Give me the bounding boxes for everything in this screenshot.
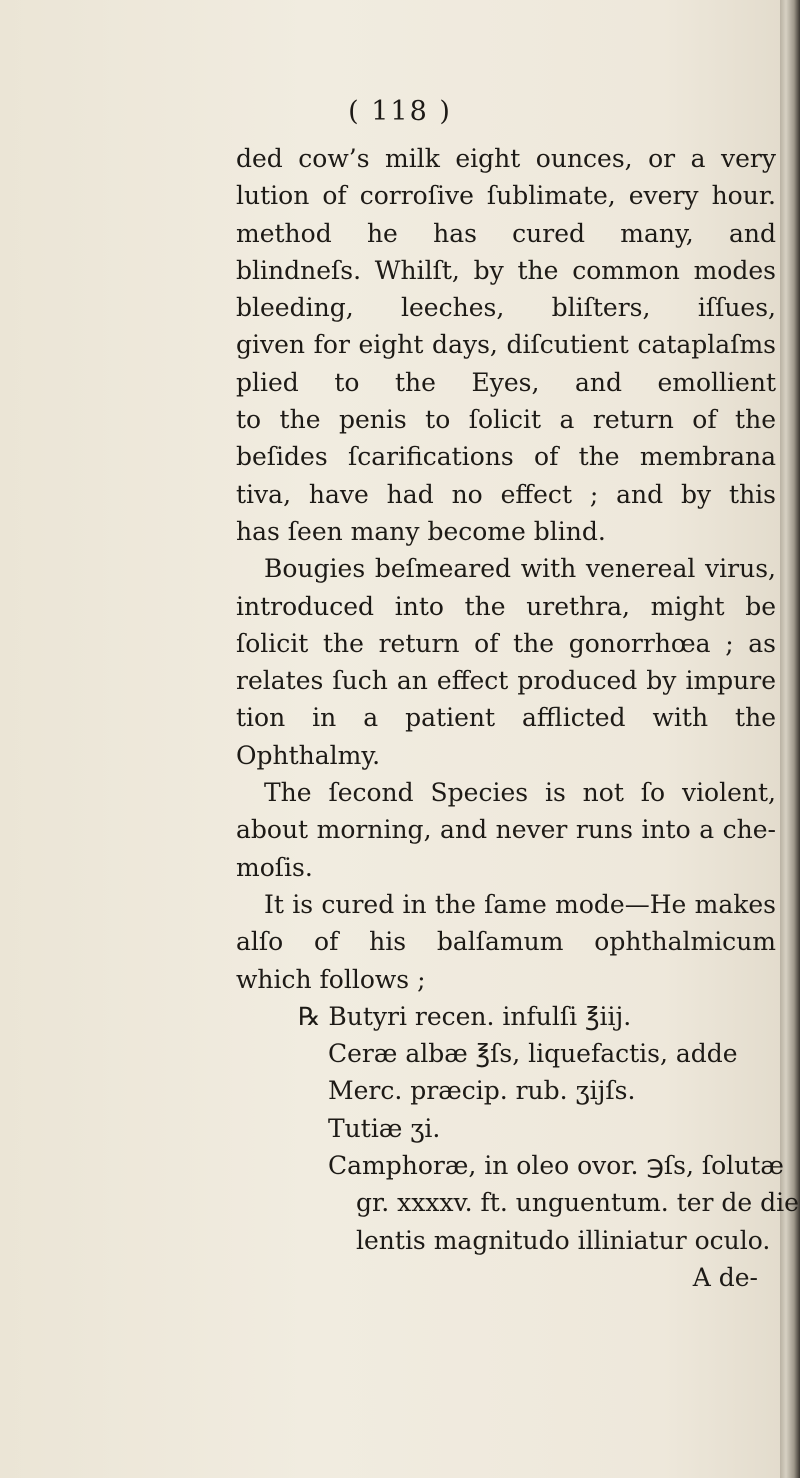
text-line: has ſeen many become blind. bbox=[236, 516, 606, 546]
text-line: Bougies beſmeared with venereal virus, bbox=[264, 554, 776, 584]
recipe-line: gr. xxxxv. ft. unguentum. ter de die bbox=[356, 1188, 799, 1218]
text-line: lution of corroſive ſublimate, every hour. bbox=[236, 181, 776, 211]
text-line bbox=[236, 625, 776, 662]
text-line: given for eight days, diſcutient cataplaſms bbox=[236, 330, 776, 360]
body-text bbox=[236, 140, 799, 1296]
text-line: Ophthalmy. bbox=[236, 740, 381, 770]
text-line: tion in a patient afflicted with the bbox=[236, 703, 776, 733]
text-span: ſolicit the return of the gonorrhœa ; as bbox=[236, 628, 776, 658]
text-line: beſides ſcarifications of the membrana bbox=[236, 442, 776, 472]
catchword: A de- bbox=[692, 1262, 758, 1292]
text-line: ded cow’s milk eight ounces, or a very bbox=[236, 144, 776, 173]
text-line: bleeding, leeches, bliſters, iſſues, bbox=[236, 293, 776, 323]
text-line: The ſecond Species is not ſo violent, bbox=[264, 778, 776, 808]
recipe-line: Tutiæ ʒi. bbox=[328, 1113, 441, 1143]
recipe-line: lentis magnitudo illiniatur oculo. bbox=[356, 1225, 771, 1255]
text-line: It is cured in the ſame mode—He makes bbox=[264, 889, 776, 919]
page-number: ( 118 ) bbox=[348, 96, 452, 127]
recipe-line: Merc. præcip. rub. ʒijſs. bbox=[328, 1076, 636, 1106]
text-line: to the penis to ſolicit a return of the bbox=[236, 405, 776, 435]
text-line: which follows ; bbox=[236, 964, 426, 994]
text-line: blindneſs. Whilſt, by the common modes bbox=[236, 255, 776, 285]
recipe-line: ℞ Butyri recen. infulſi ℥iij. bbox=[298, 1001, 632, 1031]
text-line: moſis. bbox=[236, 852, 313, 882]
text-line: about morning, and never runs into a che- bbox=[236, 815, 776, 845]
recipe-line: Camphoræ, in oleo ovor. ℈ſs, ſolutæ bbox=[328, 1151, 784, 1181]
recipe-line: Ceræ albæ ℥ſs, liquefactis, adde bbox=[328, 1039, 738, 1069]
text-line: alſo of his balſamum ophthalmicum bbox=[236, 927, 776, 957]
page-edge bbox=[780, 0, 800, 1478]
text-line: relates ſuch an effect produced by impure bbox=[236, 666, 776, 696]
text-line: introduced into the urethra, might be bbox=[236, 591, 776, 621]
text-line: method he has cured many, and bbox=[236, 218, 776, 248]
text-line: tiva, have had no effect ; and by this bbox=[236, 479, 776, 509]
text-line: plied to the Eyes, and emollient bbox=[236, 367, 776, 397]
